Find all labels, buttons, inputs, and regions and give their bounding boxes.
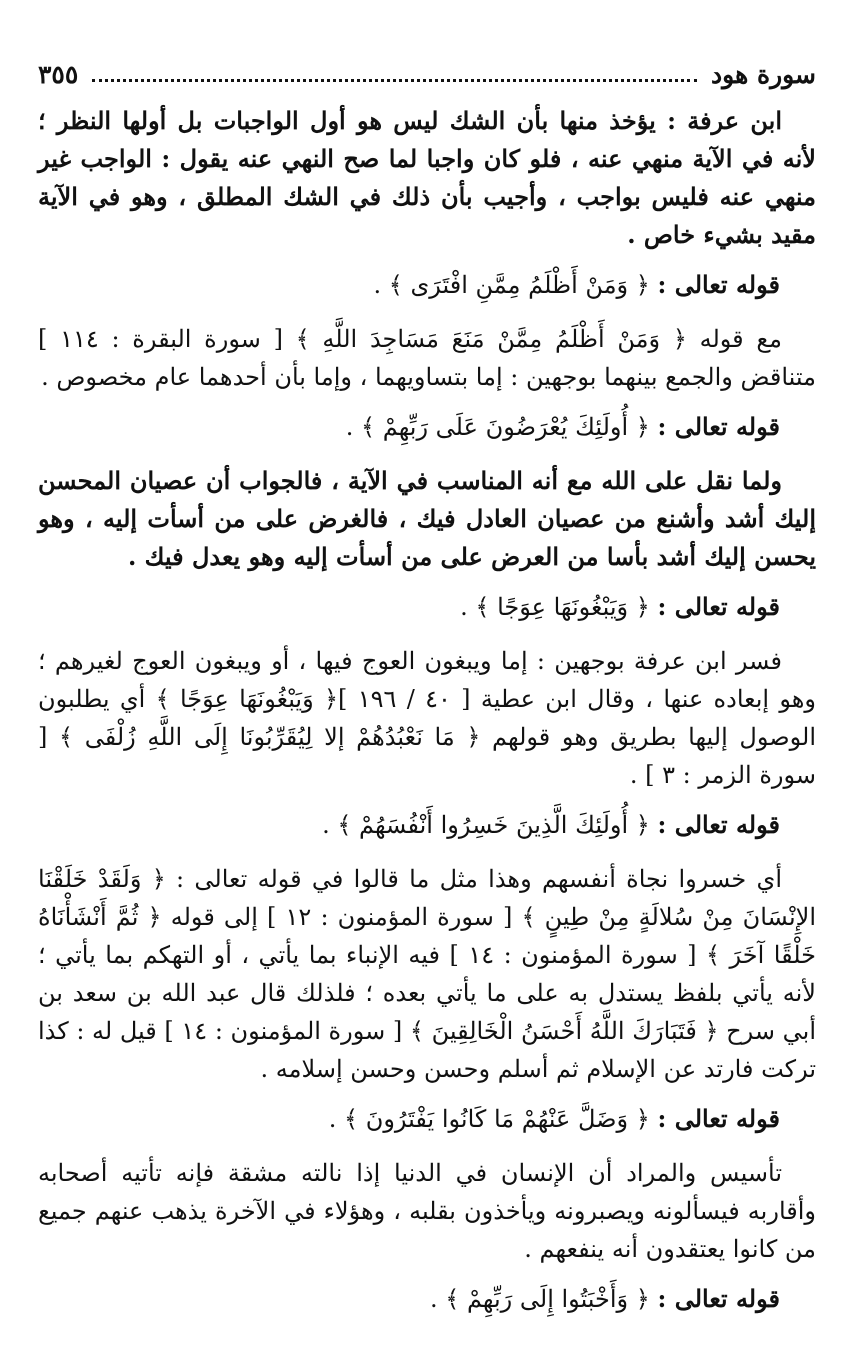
verse-lead: قوله تعالى : [657, 1284, 780, 1313]
verse-lead: قوله تعالى : [657, 412, 780, 441]
quran-verse: ﴿ وَمَنْ أَظْلَمُ مِمَّنِ افْتَرَى ﴾ . [373, 271, 650, 299]
verse-heading [38, 1280, 816, 1318]
header-dotted-leader [92, 79, 697, 82]
quran-verse: ﴿ وَيَبْغُونَهَا عِوَجًا ﴾ . [460, 593, 650, 621]
commentary-paragraph [38, 462, 816, 576]
quran-verse: ﴿ أُولَئِكَ يُعْرَضُونَ عَلَى رَبِّهِمْ ﴾ . [345, 413, 650, 441]
verse-heading [38, 408, 816, 446]
paragraph-text: ولما نقل على الله مع أنه المناسب في الآية ، فالجواب أن عصيان المحسن إليك أشد وأشنع من عصيان العادل فيك ، فالغرض على من أسأت إليه ، وهو يحسن إليك أشد بأسا من العرض على من أسأت إليه وهو يعدل فيك . [38, 466, 816, 571]
verse-heading [38, 1100, 816, 1138]
paragraph-text: تأسيس والمراد أن الإنسان في الدنيا إذا نالته مشقة فإنه تأتيه أصحابه وأقاربه فيسألونه ويصبرونه ويأخذون بقلبه ، وهؤلاء في الآخرة يذهب عنهم جميع من كانوا يعتقدون أنه ينفعهم . [38, 1159, 816, 1263]
quran-verse: ﴿ أُولَئِكَ الَّذِينَ خَسِرُوا أَنْفُسَهُمْ ﴾ . [322, 811, 650, 839]
commentary-paragraph [38, 102, 816, 254]
verse-lead: قوله تعالى : [657, 270, 780, 299]
paragraph-text: أي خسروا نجاة أنفسهم وهذا مثل ما قالوا في قوله تعالى : ﴿ وَلَقَدْ خَلَقْنَا الإِنْسَانَ مِنْ سُلالَةٍ مِنْ طِينٍ ﴾ [ سورة المؤمنون : ١٢ ] إلى قوله ﴿ ثُمَّ أَنْشَأْنَاهُ خَلْقًا آخَرَ ﴾ [ سورة المؤمنون : ١٤ ] فيه الإنباء بما يأتي ، أو التهكم بما يأتي ؛ لأنه يأتي بلفظ يستدل به على ما يأتي بعده ؛ فلذلك قال عبد الله بن سعد بن أبي سرح ﴿ فَتَبَارَكَ اللَّهُ أَحْسَنُ الْخَالِقِينَ ﴾ [ سورة المؤمنون : ١٤ ] قيل له : كذا تركت فارتد عن الإسلام ثم أسلم وحسن وحسن إسلامه . [38, 865, 817, 1083]
commentary-paragraph [38, 860, 816, 1088]
commentary-paragraph [38, 642, 816, 794]
running-header [38, 56, 816, 92]
quran-verse: ﴿ وَضَلَّ عَنْهُمْ مَا كَانُوا يَفْتَرُونَ ﴾ . [328, 1105, 650, 1133]
verse-lead: قوله تعالى : [657, 592, 780, 621]
paragraph-text: فسر ابن عرفة بوجهين : إما ويبغون العوج فيها ، أو ويبغون العوج لغيرهم ؛ وهو إبعاده عنها ، وقال ابن عطية [ ٤٠ / ١٩٦ ]﴿ وَيَبْغُونَهَا عِوَجًا ﴾ أي يطلبون الوصول إليها بطريق وهو قولهم ﴿ مَا نَعْبُدُهُمْ إلا لِيُقَرِّبُونَا إِلَى اللَّهِ زُلْفَى ﴾ [ سورة الزمر : ٣ ] . [38, 647, 817, 789]
verse-heading [38, 806, 816, 844]
quran-verse: ﴿ وَأَخْبَتُوا إِلَى رَبِّهِمْ ﴾ . [430, 1285, 650, 1313]
paragraph-text: مع قوله ﴿ وَمَنْ أَظْلَمُ مِمَّنْ مَنَعَ مَسَاجِدَ اللَّهِ ﴾ [ سورة البقرة : ١١٤ ] متناقض والجمع بينهما بوجهين : إما بتساويهما ، وإما بأن أحدهما عام مخصوص . [38, 325, 816, 391]
commentary-paragraph [38, 320, 816, 396]
commentary-paragraph [38, 1154, 816, 1268]
verse-heading [38, 588, 816, 626]
page-number: ٣٥٥ [38, 59, 79, 89]
page-content [38, 102, 816, 1318]
verse-lead: قوله تعالى : [657, 810, 780, 839]
surah-title: سورة هود [711, 59, 816, 89]
verse-heading [38, 266, 816, 304]
paragraph-text: ابن عرفة : يؤخذ منها بأن الشك ليس هو أول الواجبات بل أولها النظر ؛ لأنه في الآية منهي عنه ، فلو كان واجبا لما صح النهي عنه يقول : الواجب غير منهي عنه فليس بواجب ، وأجيب بأن ذلك في الشك المطلق ، وهو في الآية مقيد بشيء خاص . [38, 106, 816, 249]
verse-lead: قوله تعالى : [657, 1104, 780, 1133]
